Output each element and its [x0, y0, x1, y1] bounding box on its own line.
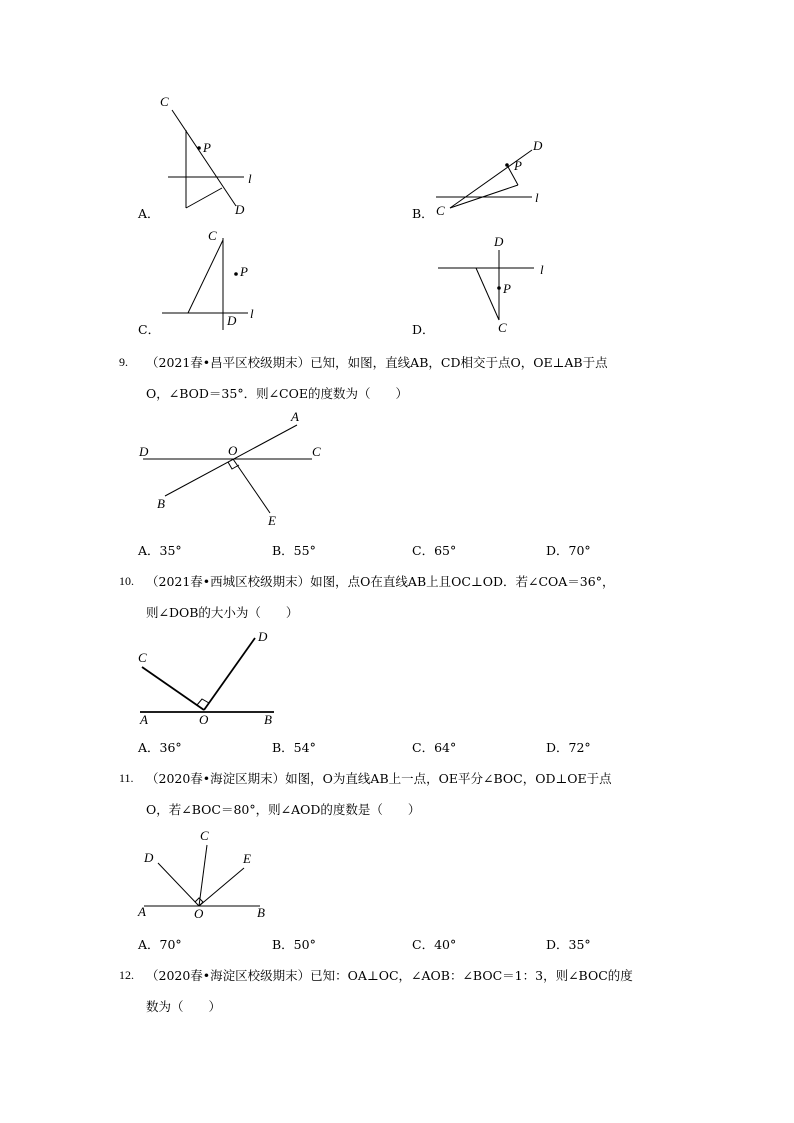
q10-label-o: O — [199, 712, 209, 727]
q11-label-d: D — [144, 850, 154, 865]
fig-b-label-d: D — [533, 138, 543, 153]
fig-b-label-c: C — [436, 203, 445, 218]
q11-option-b: B．50° — [272, 937, 316, 952]
q9-text-line2: O，∠BOD＝35°．则∠COE的度数为（ ） — [146, 386, 408, 401]
q10-option-a: A．36° — [138, 740, 182, 755]
q11-label-a: A — [138, 904, 146, 919]
q10-number: 10. — [119, 574, 134, 588]
fig-d-label-c: C — [498, 320, 507, 335]
q9-label-b: B — [157, 496, 165, 511]
q11-label-c: C — [200, 828, 209, 843]
q11-text-line2: O，若∠BOC＝80°，则∠AOD的度数是（ ） — [146, 802, 421, 817]
q11-text-line1: （2020春•海淀区期末）如图，O为直线AB上一点，OE平分∠BOC，OD⊥OE于点 — [146, 771, 612, 786]
q12-number: 12. — [119, 968, 134, 982]
q9-option-c: C．65° — [412, 543, 457, 558]
q9-label-e: E — [268, 513, 276, 528]
q9-option-d: D．70° — [546, 543, 591, 558]
option-a-label: A． — [138, 206, 160, 221]
q10-text-line2: 则∠DOB的大小为（ ） — [146, 605, 299, 620]
fig-d-label-p: P — [503, 281, 511, 296]
option-c-label: C． — [138, 322, 161, 337]
q9-label-o: O — [228, 443, 238, 458]
q11-number: 11. — [119, 771, 134, 785]
q10-label-a: A — [140, 712, 148, 727]
fig-b-label-p: P — [514, 158, 522, 173]
q9-label-a: A — [291, 409, 299, 424]
fig-a-label-l: l — [248, 171, 252, 186]
fig-a-label-d: D — [235, 202, 245, 217]
q11-label-e: E — [243, 851, 251, 866]
fig-c-label-d: D — [227, 313, 237, 328]
option-b-label: B． — [412, 206, 434, 221]
fig-a-label-p: P — [203, 140, 211, 155]
q11-label-b: B — [257, 905, 265, 920]
q9-label-c: C — [312, 444, 321, 459]
q10-label-c: C — [138, 650, 147, 665]
fig-c-label-c: C — [208, 228, 217, 243]
q9-option-a: A．35° — [138, 543, 182, 558]
fig-d-label-l: l — [540, 262, 544, 277]
q11-option-a: A．70° — [138, 937, 182, 952]
q10-text-line1: （2021春•西城区校级期末）如图，点O在直线AB上且OC⊥OD．若∠COA＝36°， — [146, 574, 615, 589]
q9-label-d: D — [139, 444, 149, 459]
q9-text-line1: （2021春•昌平区校级期末）已知，如图，直线AB，CD相交于点O，OE⊥AB于点 — [146, 355, 608, 370]
q9-number: 9. — [119, 355, 128, 369]
fig-a-label-c: C — [160, 94, 169, 109]
q9-option-b: B．55° — [272, 543, 316, 558]
q10-label-b: B — [264, 712, 272, 727]
q10-option-c: C．64° — [412, 740, 457, 755]
q10-option-b: B．54° — [272, 740, 316, 755]
q11-option-d: D．35° — [546, 937, 591, 952]
fig-d-label-d: D — [494, 234, 504, 249]
fig-c-label-l: l — [250, 306, 254, 321]
option-d-label: D． — [412, 322, 435, 337]
fig-c-label-p: P — [240, 264, 248, 279]
q12-text-line1: （2020春•海淀区校级期末）已知：OA⊥OC，∠AOB：∠BOC＝1：3，则∠BOC的度 — [146, 968, 633, 983]
q12-text-line2: 数为（ ） — [146, 999, 222, 1014]
q10-option-d: D．72° — [546, 740, 591, 755]
fig-b-label-l: l — [535, 190, 539, 205]
q11-label-o: O — [194, 906, 204, 921]
q10-label-d: D — [258, 629, 268, 644]
q11-option-c: C．40° — [412, 937, 457, 952]
